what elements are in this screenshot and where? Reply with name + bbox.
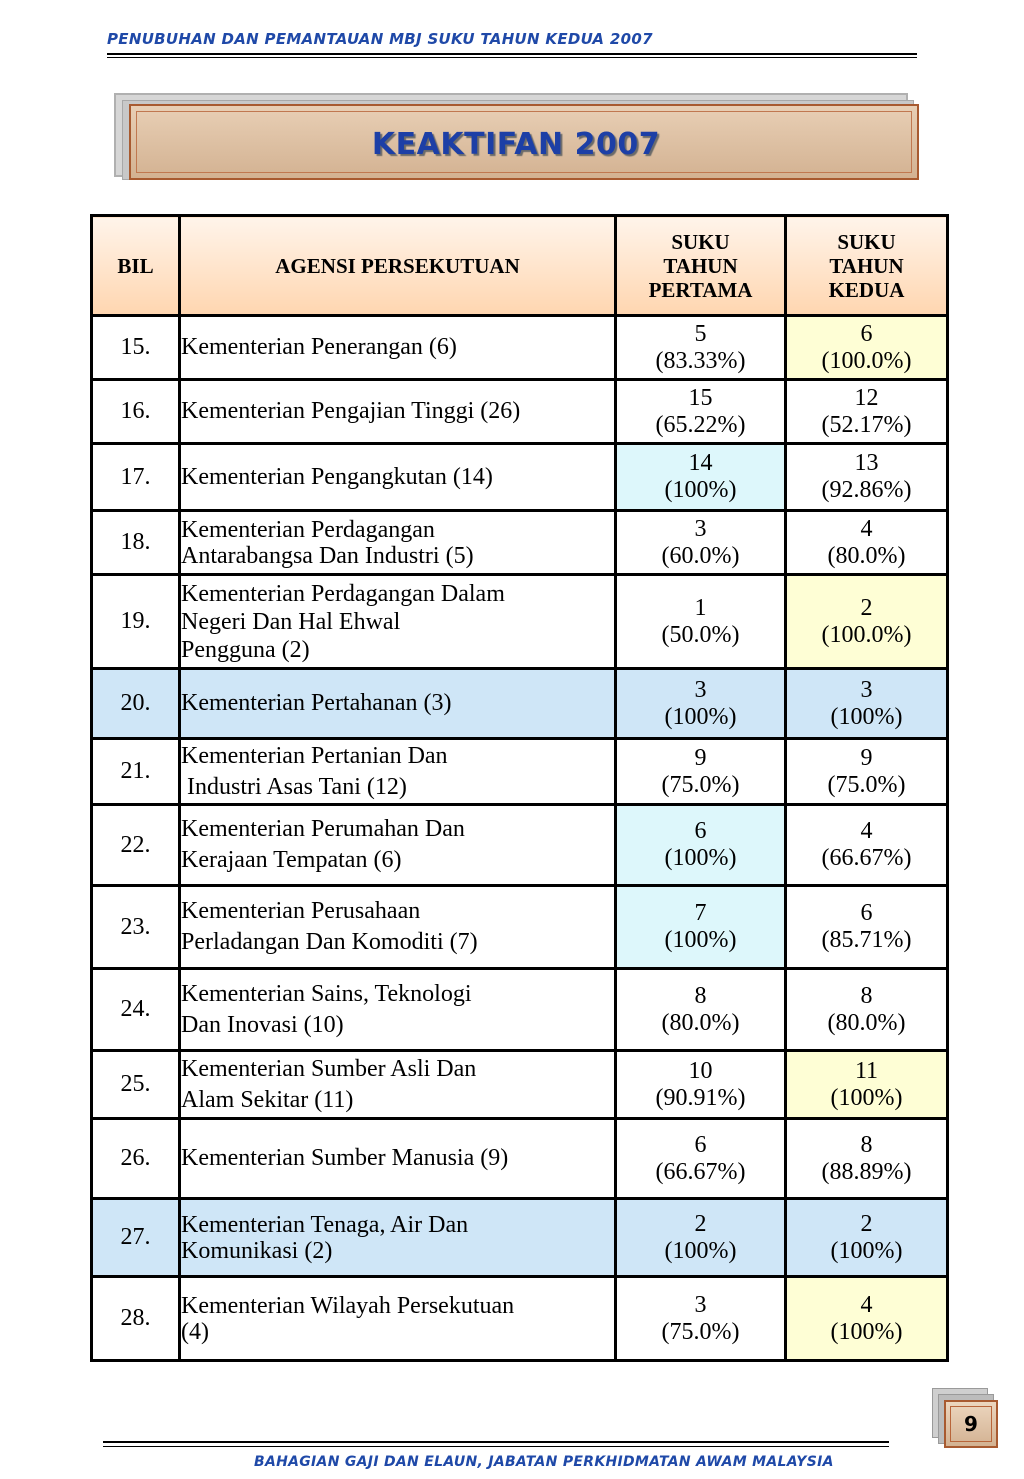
agency-cell — [180, 444, 616, 511]
agency-line: Dan Inovasi (10) — [181, 1011, 344, 1038]
header-q1-line: PERTAMA — [648, 277, 753, 302]
q1-count: 9 — [694, 744, 707, 771]
table-row — [92, 886, 948, 969]
agency-line: Kementerian Perdagangan — [181, 516, 435, 543]
bil-cell: 26. — [92, 1119, 180, 1199]
header-q2 — [786, 216, 948, 316]
q1-cell — [616, 805, 786, 886]
q2-cell — [786, 444, 948, 511]
q2-cell — [786, 380, 948, 444]
header-q2-line: KEDUA — [828, 277, 905, 302]
agency-cell — [180, 805, 616, 886]
q2-cell — [786, 669, 948, 739]
q1-cell — [616, 969, 786, 1051]
q1-count: 10 — [688, 1057, 713, 1084]
footer-rule-top — [103, 1441, 889, 1443]
q2-cell — [786, 511, 948, 575]
q2-percent: (85.71%) — [821, 927, 912, 953]
q2-count: 6 — [860, 900, 873, 926]
bil-cell: 21. — [92, 739, 180, 805]
agency-cell — [180, 380, 616, 444]
header-rule-bottom — [107, 57, 917, 58]
bil-cell: 23. — [92, 886, 180, 969]
q2-cell — [786, 1051, 948, 1119]
q1-percent: (100%) — [664, 1237, 737, 1264]
bil-cell: 24. — [92, 969, 180, 1051]
agency-cell — [180, 1051, 616, 1119]
bil-cell: 19. — [92, 575, 180, 669]
q1-percent: (80.0%) — [661, 1009, 740, 1036]
table-row — [92, 739, 948, 805]
agency-cell — [180, 669, 616, 739]
q1-cell — [616, 316, 786, 380]
q2-percent: (100.0%) — [821, 347, 912, 374]
page-footer: BAHAGIAN GAJI DAN ELAUN, JABATAN PERKHIDMATAN AWAM MALAYSIA — [254, 1454, 834, 1470]
agency-cell — [180, 575, 616, 669]
q2-count: 6 — [860, 320, 873, 347]
header-q1 — [616, 216, 786, 316]
q1-percent: (60.0%) — [661, 542, 740, 569]
q2-percent: (100%) — [830, 1237, 903, 1264]
q2-count: 11 — [854, 1057, 879, 1084]
q1-cell — [616, 1051, 786, 1119]
q1-count: 5 — [694, 320, 707, 347]
q1-cell — [616, 1277, 786, 1361]
q1-percent: (100%) — [664, 703, 737, 730]
q1-count: 3 — [694, 1291, 707, 1318]
q2-cell — [786, 1199, 948, 1277]
table-row — [92, 511, 948, 575]
bil-cell: 28. — [92, 1277, 180, 1361]
q1-count: 6 — [694, 818, 707, 844]
table-row — [92, 669, 948, 739]
q1-count: 2 — [694, 1210, 707, 1237]
bil-cell: 25. — [92, 1051, 180, 1119]
agency-cell — [180, 886, 616, 969]
q1-count: 14 — [688, 450, 713, 476]
q1-count: 6 — [694, 1131, 707, 1158]
q2-count: 4 — [860, 1291, 873, 1318]
q1-cell — [616, 575, 786, 669]
q1-cell — [616, 380, 786, 444]
agency-line: Kementerian Wilayah Persekutuan — [181, 1292, 515, 1319]
q1-cell — [616, 669, 786, 739]
header-q2-line: TAHUN — [829, 253, 904, 278]
table-header-row — [92, 216, 948, 316]
agency-line: Kementerian Sains, Teknologi — [181, 980, 472, 1007]
q1-percent: (50.0%) — [661, 621, 740, 648]
q2-count: 3 — [860, 676, 873, 703]
q2-count: 9 — [860, 744, 873, 771]
q2-count: 8 — [860, 1131, 873, 1158]
q2-count: 13 — [854, 450, 879, 476]
q2-cell — [786, 969, 948, 1051]
agency-line: Kementerian Pertanian Dan — [181, 742, 448, 769]
q1-percent: (100%) — [664, 927, 737, 953]
agency-line: Kementerian Pengangkutan (14) — [181, 463, 493, 490]
table-row — [92, 316, 948, 380]
table-row — [92, 969, 948, 1051]
q2-cell — [786, 1119, 948, 1199]
agency-line: Kementerian Perumahan Dan — [181, 816, 465, 842]
q2-percent: (52.17%) — [821, 411, 912, 438]
table-row — [92, 380, 948, 444]
agency-cell — [180, 316, 616, 380]
header-rule-top — [107, 53, 917, 55]
header-q1-line: SUKU — [671, 229, 730, 254]
bil-cell: 15. — [92, 316, 180, 380]
bil-cell: 18. — [92, 511, 180, 575]
page-number: 9 — [964, 1412, 978, 1436]
q1-cell — [616, 444, 786, 511]
footer-rule-bottom — [103, 1446, 889, 1447]
q2-percent: (66.67%) — [821, 845, 912, 871]
q1-percent: (75.0%) — [661, 771, 740, 798]
agency-line: Kementerian Sumber Manusia (9) — [181, 1145, 509, 1171]
q1-count: 3 — [694, 676, 707, 703]
q2-count: 2 — [860, 594, 873, 621]
header-q2-line: SUKU — [837, 229, 896, 254]
bil-cell: 20. — [92, 669, 180, 739]
title-banner — [129, 104, 919, 180]
q2-percent: (88.89%) — [821, 1158, 912, 1185]
activity-table — [90, 214, 949, 1362]
q2-percent: (100.0%) — [821, 621, 912, 648]
page-header: PENUBUHAN DAN PEMANTAUAN MBJ SUKU TAHUN KEDUA 2007 — [107, 30, 653, 48]
q2-count: 4 — [860, 818, 873, 844]
agency-line: Negeri Dan Hal Ehwal — [181, 608, 401, 635]
agency-line: Kerajaan Tempatan (6) — [181, 847, 402, 873]
table-row — [92, 1199, 948, 1277]
bil-cell: 17. — [92, 444, 180, 511]
q2-percent: (92.86%) — [821, 477, 912, 503]
q1-count: 3 — [694, 515, 707, 542]
q2-percent: (100%) — [830, 703, 903, 730]
bil-cell: 27. — [92, 1199, 180, 1277]
q1-percent: (66.67%) — [655, 1158, 746, 1185]
q1-cell — [616, 1199, 786, 1277]
q2-percent: (80.0%) — [827, 542, 906, 569]
agency-line: (4) — [181, 1318, 209, 1345]
agency-line: Kementerian Perusahaan — [181, 898, 421, 924]
q2-count: 12 — [854, 384, 879, 411]
table-row — [92, 1119, 948, 1199]
header-agency: AGENSI PERSEKUTUAN — [180, 216, 616, 316]
q2-cell — [786, 1277, 948, 1361]
agency-line: Kementerian Tenaga, Air Dan — [181, 1211, 469, 1238]
agency-line: Antarabangsa Dan Industri (5) — [181, 542, 474, 569]
q1-cell — [616, 886, 786, 969]
header-bil: BIL — [92, 216, 180, 316]
agency-line: Perladangan Dan Komoditi (7) — [181, 929, 478, 955]
q1-count: 8 — [694, 982, 707, 1009]
q2-count: 4 — [860, 515, 873, 542]
agency-line: Kementerian Penerangan (6) — [181, 334, 457, 360]
table-row — [92, 575, 948, 669]
q1-percent: (75.0%) — [661, 1318, 740, 1345]
q2-percent: (100%) — [830, 1318, 903, 1345]
q1-percent: (83.33%) — [655, 347, 746, 374]
q2-count: 2 — [860, 1210, 873, 1237]
table-row — [92, 1051, 948, 1119]
agency-cell — [180, 1199, 616, 1277]
q1-count: 15 — [688, 384, 713, 411]
agency-line: Alam Sekitar (11) — [181, 1086, 354, 1113]
agency-line: Kementerian Pertahanan (3) — [181, 690, 452, 716]
page-title: KEAKTIFAN 2007 — [371, 126, 661, 162]
q1-cell — [616, 511, 786, 575]
q2-percent: (80.0%) — [827, 1009, 906, 1036]
q2-cell — [786, 805, 948, 886]
page-number-box — [944, 1400, 998, 1448]
q1-count: 7 — [694, 900, 707, 926]
agency-line: Kementerian Sumber Asli Dan — [181, 1055, 477, 1082]
q2-cell — [786, 739, 948, 805]
table-row — [92, 444, 948, 511]
q1-percent: (100%) — [664, 477, 737, 503]
table-row — [92, 805, 948, 886]
q2-cell — [786, 575, 948, 669]
agency-line: Industri Asas Tani (12) — [187, 773, 407, 800]
q2-percent: (75.0%) — [827, 771, 906, 798]
q1-count: 1 — [694, 594, 707, 621]
agency-cell — [180, 739, 616, 805]
agency-line: Komunikasi (2) — [181, 1237, 333, 1264]
bil-cell: 22. — [92, 805, 180, 886]
agency-cell — [180, 511, 616, 575]
q1-percent: (100%) — [664, 845, 737, 871]
q2-cell — [786, 886, 948, 969]
q2-count: 8 — [860, 982, 873, 1009]
agency-line: Kementerian Pengajian Tinggi (26) — [181, 398, 521, 424]
header-q1-line: TAHUN — [663, 253, 738, 278]
q2-percent: (100%) — [830, 1084, 903, 1111]
q2-cell — [786, 316, 948, 380]
agency-cell — [180, 1277, 616, 1361]
bil-cell: 16. — [92, 380, 180, 444]
q1-percent: (65.22%) — [655, 411, 746, 438]
agency-line: Kementerian Perdagangan Dalam — [181, 580, 505, 607]
q1-cell — [616, 1119, 786, 1199]
agency-line: Pengguna (2) — [181, 636, 310, 663]
agency-cell — [180, 969, 616, 1051]
q1-cell — [616, 739, 786, 805]
q1-percent: (90.91%) — [655, 1084, 746, 1111]
table-row — [92, 1277, 948, 1361]
agency-cell — [180, 1119, 616, 1199]
